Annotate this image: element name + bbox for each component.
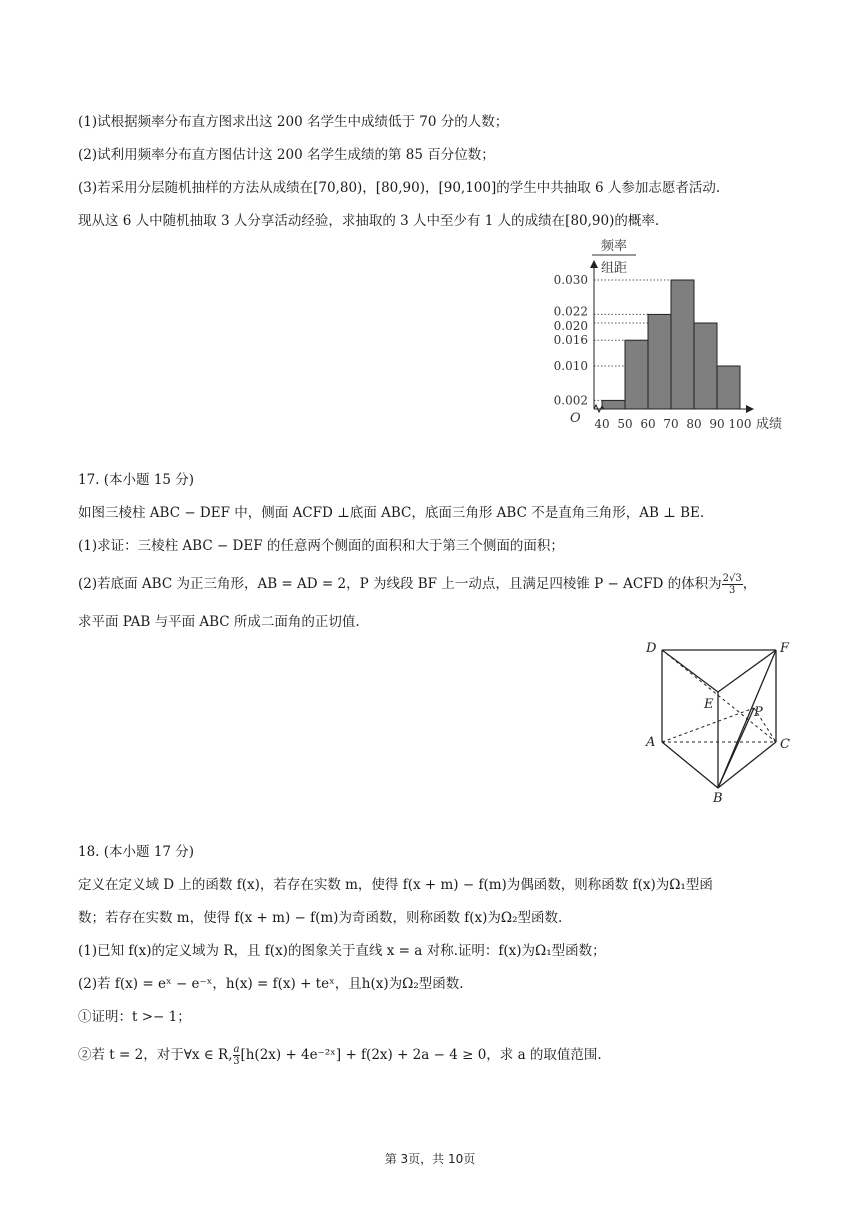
p17-q2-end: ，	[742, 576, 757, 592]
y-tick-label: 0.016	[553, 333, 588, 348]
label-F: F	[780, 641, 790, 656]
x-tick-label: 100	[728, 417, 752, 431]
p17-q2-text: (2)若底面 ABC 为正三角形，AB = AD = 2，P 为线段 BF 上一动点，且满足四棱锥 P − ACFD 的体积为	[78, 576, 722, 592]
x-tick-label: 50	[617, 417, 633, 431]
p17-intro: 如图三棱柱 ABC − DEF 中，侧面 ACFD ⊥底面 ABC，底面三角形 ABC 不是直角三角形，AB ⊥ BE.	[78, 505, 705, 521]
p17-q2-line2: 求平面 PAB 与平面 ABC 所成二面角的正切值.	[78, 614, 360, 630]
histogram-bar	[602, 400, 625, 409]
p18-line1: 定义在定义域 D 上的函数 f(x)，若存在实数 m，使得 f(x + m) − f(m)为偶函数，则称函数 f(x)为Ω₁型函	[78, 877, 713, 893]
xlabel: 成绩	[756, 417, 783, 432]
y-tick-label: 0.002	[553, 393, 588, 408]
p16-q2: (2)试利用频率分布直方图估计这 200 名学生成绩的第 85 百分位数；	[78, 147, 495, 163]
ylabel-bottom: 组距	[600, 261, 628, 276]
p18-line5: ①证明：t >− 1；	[78, 1009, 191, 1025]
p16-q3-line1: (3)若采用分层随机抽样的方法从成绩在[70,80)，[80,90)，[90,100]的学生中共抽取 6 人参加志愿者活动.	[78, 180, 721, 196]
x-tick-label: 60	[640, 417, 656, 431]
label-P: P	[754, 705, 763, 720]
fraction-denominator: 3	[233, 1056, 240, 1067]
x-tick-label: 40	[594, 417, 610, 431]
p17-q2-line1	[78, 573, 756, 596]
fraction-numerator: a	[233, 1044, 240, 1055]
histogram-bar	[625, 340, 648, 409]
p18-line6-start: ②若 t = 2，对于∀x ∈ R,	[78, 1047, 233, 1063]
y-tick-label: 0.022	[553, 304, 588, 319]
prism-figure	[640, 636, 800, 806]
p17-q1: (1)求证：三棱柱 ABC − DEF 的任意两个侧面的面积和大于第三个侧面的面积；	[78, 538, 564, 554]
p18-line3: (1)已知 f(x)的定义域为 R，且 f(x)的图象关于直线 x = a 对称.证明：f(x)为Ω₁型函数；	[78, 943, 606, 959]
frequency-histogram	[530, 236, 800, 436]
x-tick-label: 90	[709, 417, 725, 431]
y-axis-arrow	[590, 260, 598, 268]
label-B: B	[713, 791, 723, 806]
p18-line4: (2)若 f(x) = eˣ − e⁻ˣ，h(x) = f(x) + teˣ，且h(x)为Ω₂型函数.	[78, 976, 464, 992]
page-footer: 第 3页，共 10页	[384, 1152, 476, 1166]
label-A: A	[646, 735, 656, 750]
label-E: E	[704, 697, 714, 712]
ylabel-top: 频率	[600, 239, 628, 254]
p17-header: 17. (本小题 15 分)	[78, 472, 195, 488]
histogram-bar	[671, 280, 694, 409]
label-D: D	[646, 641, 657, 656]
volume-fraction	[722, 573, 743, 596]
x-tick-label: 80	[686, 417, 702, 431]
p18-line6	[78, 1044, 602, 1067]
origin-label: O	[570, 411, 581, 426]
histogram-bar	[694, 323, 717, 409]
p18-line2: 数；若存在实数 m，使得 f(x + m) − f(m)为奇函数，则称函数 f(x)为Ω₂型函数.	[78, 910, 563, 926]
histogram-bar	[648, 314, 671, 409]
p16-q3-line2: 现从这 6 人中随机抽取 3 人分享活动经验，求抽取的 3 人中至少有 1 人的成绩在[80,90)的概率.	[78, 213, 660, 229]
volume-fraction-denominator: 3	[729, 585, 736, 596]
x-axis-arrow	[746, 405, 754, 413]
x-tick-label: 70	[663, 417, 679, 431]
y-tick-label: 0.030	[553, 273, 588, 287]
label-C: C	[780, 737, 790, 752]
p18-line6-end: [h(2x) + 4e⁻²ˣ] + f(2x) + 2a − 4 ≥ 0，求 a 的取值范围.	[240, 1047, 602, 1063]
volume-fraction-numerator: 2√3	[722, 573, 742, 584]
p18-header: 18. (本小题 17 分)	[78, 844, 195, 860]
histogram-bar	[717, 366, 740, 409]
y-tick-label: 0.010	[553, 359, 588, 373]
p16-q1: (1)试根据频率分布直方图求出这 200 名学生中成绩低于 70 分的人数；	[78, 114, 509, 130]
y-tick-label: 0.020	[553, 319, 588, 333]
